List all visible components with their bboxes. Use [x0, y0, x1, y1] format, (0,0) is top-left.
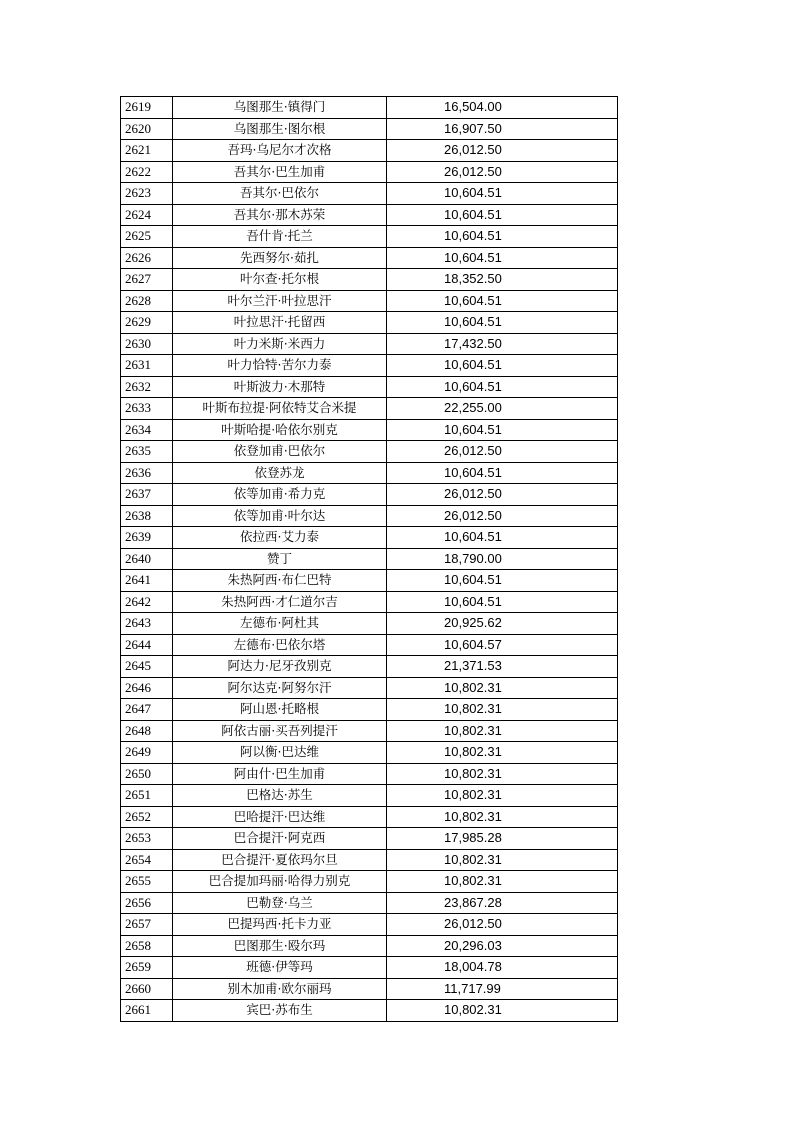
table-row [121, 290, 618, 312]
row-number-cell: 2646 [121, 677, 173, 699]
row-number-cell: 2647 [121, 699, 173, 721]
name-cell: 依拉西·艾力泰 [173, 527, 387, 549]
table-row [121, 484, 618, 506]
name-cell: 巴合提汗·阿克西 [173, 828, 387, 850]
name-cell: 巴图那生·殴尔玛 [173, 935, 387, 957]
table-row [121, 914, 618, 936]
table-row [121, 269, 618, 291]
name-cell: 左德布·阿杜其 [173, 613, 387, 635]
amount-cell: 10,604.51 [387, 226, 618, 248]
name-cell: 巴提玛西·托卡力亚 [173, 914, 387, 936]
row-number-cell: 2653 [121, 828, 173, 850]
name-cell: 叶斯哈提·哈依尔别克 [173, 419, 387, 441]
amount-cell: 10,802.31 [387, 849, 618, 871]
amount-cell: 20,296.03 [387, 935, 618, 957]
amount-cell: 21,371.53 [387, 656, 618, 678]
table-row [121, 333, 618, 355]
name-cell: 班德·伊等玛 [173, 957, 387, 979]
row-number-cell: 2650 [121, 763, 173, 785]
name-cell: 赞丁 [173, 548, 387, 570]
name-cell: 阿由什·巴生加甫 [173, 763, 387, 785]
row-number-cell: 2655 [121, 871, 173, 893]
amount-cell: 10,604.51 [387, 591, 618, 613]
table-row [121, 97, 618, 119]
amount-cell: 20,925.62 [387, 613, 618, 635]
row-number-cell: 2642 [121, 591, 173, 613]
amount-cell: 10,802.31 [387, 1000, 618, 1022]
row-number-cell: 2629 [121, 312, 173, 334]
amount-cell: 10,802.31 [387, 677, 618, 699]
row-number-cell: 2631 [121, 355, 173, 377]
table-row [121, 935, 618, 957]
name-cell: 巴合提汗·夏依玛尔旦 [173, 849, 387, 871]
name-cell: 叶尔查·托尔根 [173, 269, 387, 291]
row-number-cell: 2658 [121, 935, 173, 957]
row-number-cell: 2633 [121, 398, 173, 420]
name-cell: 叶斯布拉提·阿依特艾合米提 [173, 398, 387, 420]
name-cell: 乌图那生·图尔根 [173, 118, 387, 140]
name-cell: 先西努尔·茹扎 [173, 247, 387, 269]
row-number-cell: 2625 [121, 226, 173, 248]
row-number-cell: 2639 [121, 527, 173, 549]
name-cell: 叶力米斯·米西力 [173, 333, 387, 355]
table-row [121, 677, 618, 699]
table-row [121, 548, 618, 570]
name-cell: 叶斯波力·木那特 [173, 376, 387, 398]
table-row [121, 892, 618, 914]
name-cell: 阿达力·尼牙孜别克 [173, 656, 387, 678]
amount-cell: 10,604.51 [387, 376, 618, 398]
table-row [121, 957, 618, 979]
row-number-cell: 2661 [121, 1000, 173, 1022]
row-number-cell: 2643 [121, 613, 173, 635]
amount-cell: 10,802.31 [387, 720, 618, 742]
table-row [121, 419, 618, 441]
table-row [121, 226, 618, 248]
table-row [121, 699, 618, 721]
row-number-cell: 2654 [121, 849, 173, 871]
table-row [121, 441, 618, 463]
table-row [121, 140, 618, 162]
table-row [121, 763, 618, 785]
name-cell: 阿依古丽·买吾列提汗 [173, 720, 387, 742]
amount-cell: 26,012.50 [387, 140, 618, 162]
row-number-cell: 2656 [121, 892, 173, 914]
name-cell: 叶拉思汗·托留西 [173, 312, 387, 334]
table-row [121, 118, 618, 140]
row-number-cell: 2648 [121, 720, 173, 742]
name-cell: 巴哈提汗·巴达维 [173, 806, 387, 828]
amount-cell: 26,012.50 [387, 484, 618, 506]
amount-cell: 10,802.31 [387, 763, 618, 785]
table-row [121, 828, 618, 850]
amount-cell: 10,604.51 [387, 312, 618, 334]
table-row [121, 247, 618, 269]
row-number-cell: 2626 [121, 247, 173, 269]
row-number-cell: 2624 [121, 204, 173, 226]
amount-cell: 10,604.51 [387, 204, 618, 226]
amount-cell: 10,604.51 [387, 570, 618, 592]
row-number-cell: 2644 [121, 634, 173, 656]
name-cell: 朱热阿西·才仁道尔吉 [173, 591, 387, 613]
row-number-cell: 2649 [121, 742, 173, 764]
amount-cell: 10,802.31 [387, 871, 618, 893]
row-number-cell: 2651 [121, 785, 173, 807]
amount-cell: 26,012.50 [387, 441, 618, 463]
amount-cell: 10,604.57 [387, 634, 618, 656]
row-number-cell: 2637 [121, 484, 173, 506]
amount-cell: 10,604.51 [387, 247, 618, 269]
amount-cell: 16,504.00 [387, 97, 618, 119]
table-row [121, 204, 618, 226]
payment-table [120, 96, 618, 1022]
amount-cell: 22,255.00 [387, 398, 618, 420]
name-cell: 阿尔达克·阿努尔汗 [173, 677, 387, 699]
table-row [121, 720, 618, 742]
name-cell: 吾其尔·巴依尔 [173, 183, 387, 205]
name-cell: 叶尔兰汗·叶拉思汗 [173, 290, 387, 312]
table-row [121, 570, 618, 592]
amount-cell: 10,802.31 [387, 806, 618, 828]
table-row [121, 849, 618, 871]
row-number-cell: 2619 [121, 97, 173, 119]
table-row [121, 656, 618, 678]
table-row [121, 183, 618, 205]
amount-cell: 18,352.50 [387, 269, 618, 291]
table-row [121, 527, 618, 549]
row-number-cell: 2638 [121, 505, 173, 527]
table-row [121, 806, 618, 828]
row-number-cell: 2657 [121, 914, 173, 936]
table-row [121, 462, 618, 484]
table-row [121, 355, 618, 377]
amount-cell: 10,604.51 [387, 183, 618, 205]
amount-cell: 10,802.31 [387, 699, 618, 721]
row-number-cell: 2660 [121, 978, 173, 1000]
name-cell: 依等加甫·希力克 [173, 484, 387, 506]
name-cell: 宾巴·苏布生 [173, 1000, 387, 1022]
amount-cell: 10,604.51 [387, 290, 618, 312]
amount-cell: 10,802.31 [387, 742, 618, 764]
name-cell: 吾其尔·巴生加甫 [173, 161, 387, 183]
row-number-cell: 2632 [121, 376, 173, 398]
name-cell: 朱热阿西·布仁巴特 [173, 570, 387, 592]
row-number-cell: 2621 [121, 140, 173, 162]
name-cell: 吾什肯·托兰 [173, 226, 387, 248]
name-cell: 阿以衡·巴达维 [173, 742, 387, 764]
amount-cell: 10,604.51 [387, 419, 618, 441]
amount-cell: 17,985.28 [387, 828, 618, 850]
name-cell: 叶力恰特·苦尔力泰 [173, 355, 387, 377]
amount-cell: 18,790.00 [387, 548, 618, 570]
row-number-cell: 2645 [121, 656, 173, 678]
amount-cell: 10,802.31 [387, 785, 618, 807]
table-row [121, 1000, 618, 1022]
table-row [121, 398, 618, 420]
amount-cell: 11,717.99 [387, 978, 618, 1000]
table-row [121, 871, 618, 893]
name-cell: 巴勒登·乌兰 [173, 892, 387, 914]
table-row [121, 785, 618, 807]
row-number-cell: 2627 [121, 269, 173, 291]
amount-cell: 10,604.51 [387, 527, 618, 549]
row-number-cell: 2620 [121, 118, 173, 140]
table-body [121, 97, 618, 1022]
name-cell: 别木加甫·欧尔丽玛 [173, 978, 387, 1000]
amount-cell: 10,604.51 [387, 462, 618, 484]
row-number-cell: 2641 [121, 570, 173, 592]
table-row [121, 376, 618, 398]
name-cell: 依登加甫·巴依尔 [173, 441, 387, 463]
name-cell: 依等加甫·叶尔达 [173, 505, 387, 527]
name-cell: 阿山恩·托略根 [173, 699, 387, 721]
table-row [121, 613, 618, 635]
name-cell: 吾其尔·那木苏荣 [173, 204, 387, 226]
table-row [121, 742, 618, 764]
amount-cell: 10,604.51 [387, 355, 618, 377]
row-number-cell: 2659 [121, 957, 173, 979]
amount-cell: 26,012.50 [387, 161, 618, 183]
name-cell: 乌图那生·镇得门 [173, 97, 387, 119]
amount-cell: 17,432.50 [387, 333, 618, 355]
table-row [121, 591, 618, 613]
amount-cell: 18,004.78 [387, 957, 618, 979]
row-number-cell: 2636 [121, 462, 173, 484]
row-number-cell: 2635 [121, 441, 173, 463]
table-row [121, 161, 618, 183]
row-number-cell: 2622 [121, 161, 173, 183]
row-number-cell: 2628 [121, 290, 173, 312]
amount-cell: 26,012.50 [387, 914, 618, 936]
table-row [121, 978, 618, 1000]
table-row [121, 634, 618, 656]
name-cell: 巴合提加玛丽·哈得力别克 [173, 871, 387, 893]
row-number-cell: 2652 [121, 806, 173, 828]
table-row [121, 312, 618, 334]
table-row [121, 505, 618, 527]
row-number-cell: 2640 [121, 548, 173, 570]
amount-cell: 26,012.50 [387, 505, 618, 527]
row-number-cell: 2623 [121, 183, 173, 205]
name-cell: 左德布·巴依尔塔 [173, 634, 387, 656]
name-cell: 依登苏龙 [173, 462, 387, 484]
amount-cell: 16,907.50 [387, 118, 618, 140]
name-cell: 巴格达·苏生 [173, 785, 387, 807]
row-number-cell: 2630 [121, 333, 173, 355]
amount-cell: 23,867.28 [387, 892, 618, 914]
row-number-cell: 2634 [121, 419, 173, 441]
name-cell: 吾玛·乌尼尔才次格 [173, 140, 387, 162]
